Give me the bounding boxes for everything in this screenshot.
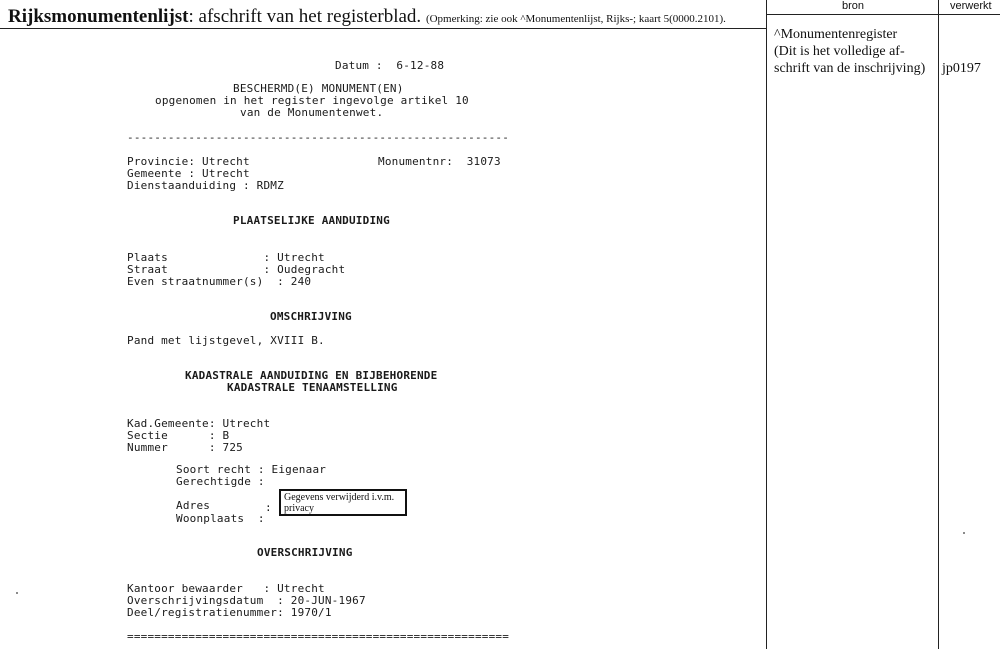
title-underline [0,28,766,29]
dienstaanduiding: Dienstaanduiding : RDMZ [127,179,284,192]
section-kadastrale-1: KADASTRALE AANDUIDING EN BIJBEHORENDE [185,369,438,382]
verwerkt-code: jp0197 [942,61,981,76]
straat: Straat : Oudegracht [127,263,346,276]
omschrijving: Pand met lijstgevel, XVIII B. [127,334,325,347]
section-plaatselijke-aanduiding: PLAATSELIJKE AANDUIDING [233,214,390,227]
gerechtigde: Gerechtigde : [176,475,265,488]
header-underline [766,14,1000,15]
bron-line-3: schrift van de inschrijving) [774,61,926,76]
scan-speck [963,532,965,534]
privacy-notice-box [279,489,407,516]
datum: Datum : 6-12-88 [335,59,445,72]
monumentnr: Monumentnr: 31073 [378,155,501,168]
section-kadastrale-2: KADASTRALE TENAAMSTELLING [227,381,398,394]
gemeente: Gemeente : Utrecht [127,167,250,180]
doc-heading-1: BESCHERMD(E) MONUMENT(EN) [233,82,404,95]
adres-label: Adres [176,499,211,512]
doc-heading-3: van de Monumentenwet. [240,106,384,119]
soort-recht: Soort recht : Eigenaar [176,463,327,476]
dash-separator: -------------------------------------------------------- [127,131,510,144]
doc-heading-2: opgenomen in het register ingevolge artikel 10 [155,94,469,107]
column-divider-left [766,0,767,649]
woonplaats: Woonplaats : [176,512,265,525]
title-subtitle: : afschrift van het registerblad. [188,6,422,27]
provincie: Provincie: Utrecht [127,155,250,168]
plaats: Plaats : Utrecht [127,251,325,264]
privacy-notice-text: Gegevens verwijderd i.v.m. privacy [284,492,395,514]
scan-speck [16,592,18,594]
column-header-verwerkt: verwerkt [950,0,992,12]
deel-registratienummer: Deel/registratienummer: 1970/1 [127,606,332,619]
equals-separator: ======================================================== [127,630,510,643]
kad-gemeente: Kad.Gemeente: Utrecht [127,417,271,430]
column-divider-right [938,0,939,649]
nummer: Nummer : 725 [127,441,243,454]
bron-line-1: ^Monumentenregister [774,27,898,42]
adres-colon: : [265,501,272,514]
title-main: Rijksmonumentenlijst [8,6,189,27]
title-note: (Opmerking: zie ook ^Monumentenlijst, Rijks-; kaart 5(0000.2101). [425,13,726,25]
page-title [8,6,726,28]
kantoor-bewaarder: Kantoor bewaarder : Utrecht [127,582,325,595]
sectie: Sectie : B [127,429,230,442]
overschrijvingsdatum: Overschrijvingsdatum : 20-JUN-1967 [127,594,366,607]
section-omschrijving: OMSCHRIJVING [270,310,352,323]
column-header-bron: bron [842,0,865,12]
section-overschrijving: OVERSCHRIJVING [257,546,353,559]
bron-line-2: (Dit is het volledige af- [774,44,905,59]
even-straatnummers: Even straatnummer(s) : 240 [127,275,312,288]
